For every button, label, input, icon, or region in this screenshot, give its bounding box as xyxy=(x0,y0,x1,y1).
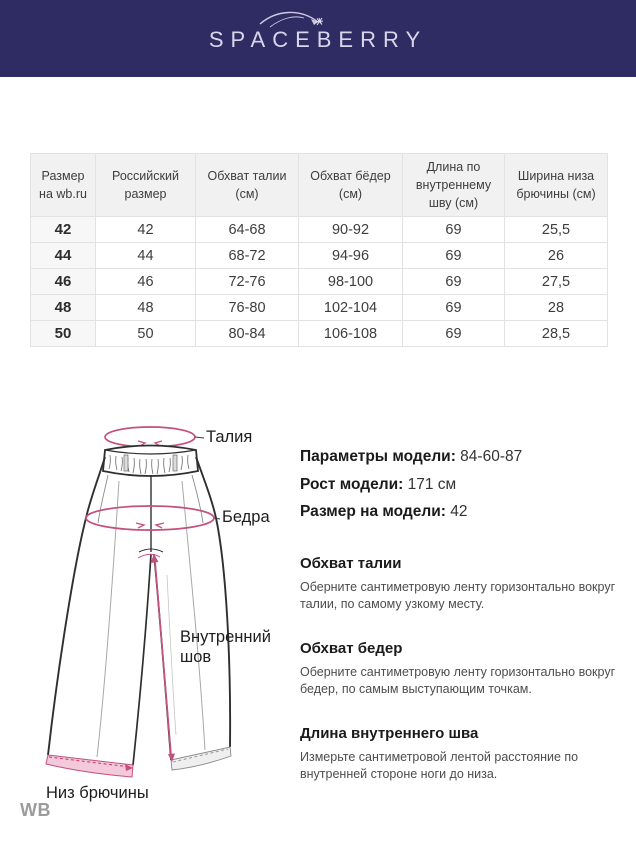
hips-label: Бедра xyxy=(222,508,270,526)
col-header-inseam: Длина по внутреннему шву (см) xyxy=(403,154,505,217)
col-header-ru-size: Российский размер xyxy=(96,154,196,217)
col-header-waist: Обхват талии (см) xyxy=(196,154,299,217)
cell-hips: 106-108 xyxy=(299,321,403,347)
instruction-text: Оберните сантиметровую ленту горизонтально вокруг талии, по самому узкому месту. xyxy=(300,579,616,611)
cell-hips: 102-104 xyxy=(299,295,403,321)
model-size-line xyxy=(300,498,622,526)
cell-leg-width: 28,5 xyxy=(505,321,608,347)
leg-bottom-label: Низ брючины xyxy=(46,784,149,802)
cell-size: 46 xyxy=(31,269,96,295)
table-row xyxy=(31,295,608,321)
table-row xyxy=(31,243,608,269)
cell-inseam: 69 xyxy=(403,243,505,269)
cell-hips: 98-100 xyxy=(299,269,403,295)
model-params-line xyxy=(300,443,622,471)
cell-hips: 94-96 xyxy=(299,243,403,269)
cell-waist: 76-80 xyxy=(196,295,299,321)
cell-waist: 68-72 xyxy=(196,243,299,269)
cell-size: 48 xyxy=(31,295,96,321)
cell-inseam: 69 xyxy=(403,269,505,295)
cell-inseam: 69 xyxy=(403,217,505,243)
instruction-section-hips xyxy=(300,640,622,698)
cell-waist: 64-68 xyxy=(196,217,299,243)
model-height-label: Рост модели: xyxy=(300,475,404,493)
model-params-value: 84-60-87 xyxy=(460,448,523,465)
col-header-wb-size: Размер на wb.ru xyxy=(31,154,96,217)
table-row xyxy=(31,269,608,295)
table-header-row xyxy=(31,154,608,217)
inner-seam-label: Внутренний шов xyxy=(180,628,271,666)
instruction-title: Обхват талии xyxy=(300,554,402,572)
cell-waist: 72-76 xyxy=(196,269,299,295)
cell-ru-size: 42 xyxy=(96,217,196,243)
instruction-text: Измерьте сантиметровой лентой расстояние по внутренней стороне ноги до низа. xyxy=(300,749,579,781)
size-table xyxy=(30,153,608,347)
cell-inseam: 69 xyxy=(403,295,505,321)
col-header-leg-width: Ширина низа брючины (см) xyxy=(505,154,608,217)
cell-inseam: 69 xyxy=(403,321,505,347)
cell-leg-width: 28 xyxy=(505,295,608,321)
brand-band xyxy=(0,0,636,77)
model-size-value: 42 xyxy=(450,503,468,520)
brand-logo: SPACEBERRY xyxy=(208,27,428,52)
model-height-line xyxy=(300,471,622,499)
wb-watermark: WB xyxy=(20,800,51,820)
col-header-hips: Обхват бёдер (см) xyxy=(299,154,403,217)
cell-ru-size: 50 xyxy=(96,321,196,347)
cell-ru-size: 44 xyxy=(96,243,196,269)
model-size-label: Размер на модели: xyxy=(300,503,446,520)
model-params-label: Параметры модели: xyxy=(300,448,456,465)
pants-diagram-illustration xyxy=(20,405,300,815)
cell-leg-width: 27,5 xyxy=(505,269,608,295)
cell-leg-width: 26 xyxy=(505,243,608,269)
instruction-section-inseam xyxy=(300,725,622,783)
measurement-info-column xyxy=(300,443,622,783)
cell-leg-width: 25,5 xyxy=(505,217,608,243)
model-height-value: 171 см xyxy=(407,475,457,493)
cell-waist: 80-84 xyxy=(196,321,299,347)
cell-ru-size: 46 xyxy=(96,269,196,295)
cell-size: 44 xyxy=(31,243,96,269)
instruction-text: Оберните сантиметровую ленту горизонтально вокруг бедер, по самым выступающим точкам. xyxy=(300,664,616,696)
instruction-title: Обхват бедер xyxy=(300,639,403,657)
instruction-title: Длина внутреннего шва xyxy=(300,724,479,742)
cell-hips: 90-92 xyxy=(299,217,403,243)
waist-label: Талия xyxy=(206,428,253,446)
instruction-section-waist xyxy=(300,555,622,613)
cell-ru-size: 48 xyxy=(96,295,196,321)
table-row xyxy=(31,217,608,243)
cell-size: 42 xyxy=(31,217,96,243)
table-row xyxy=(31,321,608,347)
cell-size: 50 xyxy=(31,321,96,347)
